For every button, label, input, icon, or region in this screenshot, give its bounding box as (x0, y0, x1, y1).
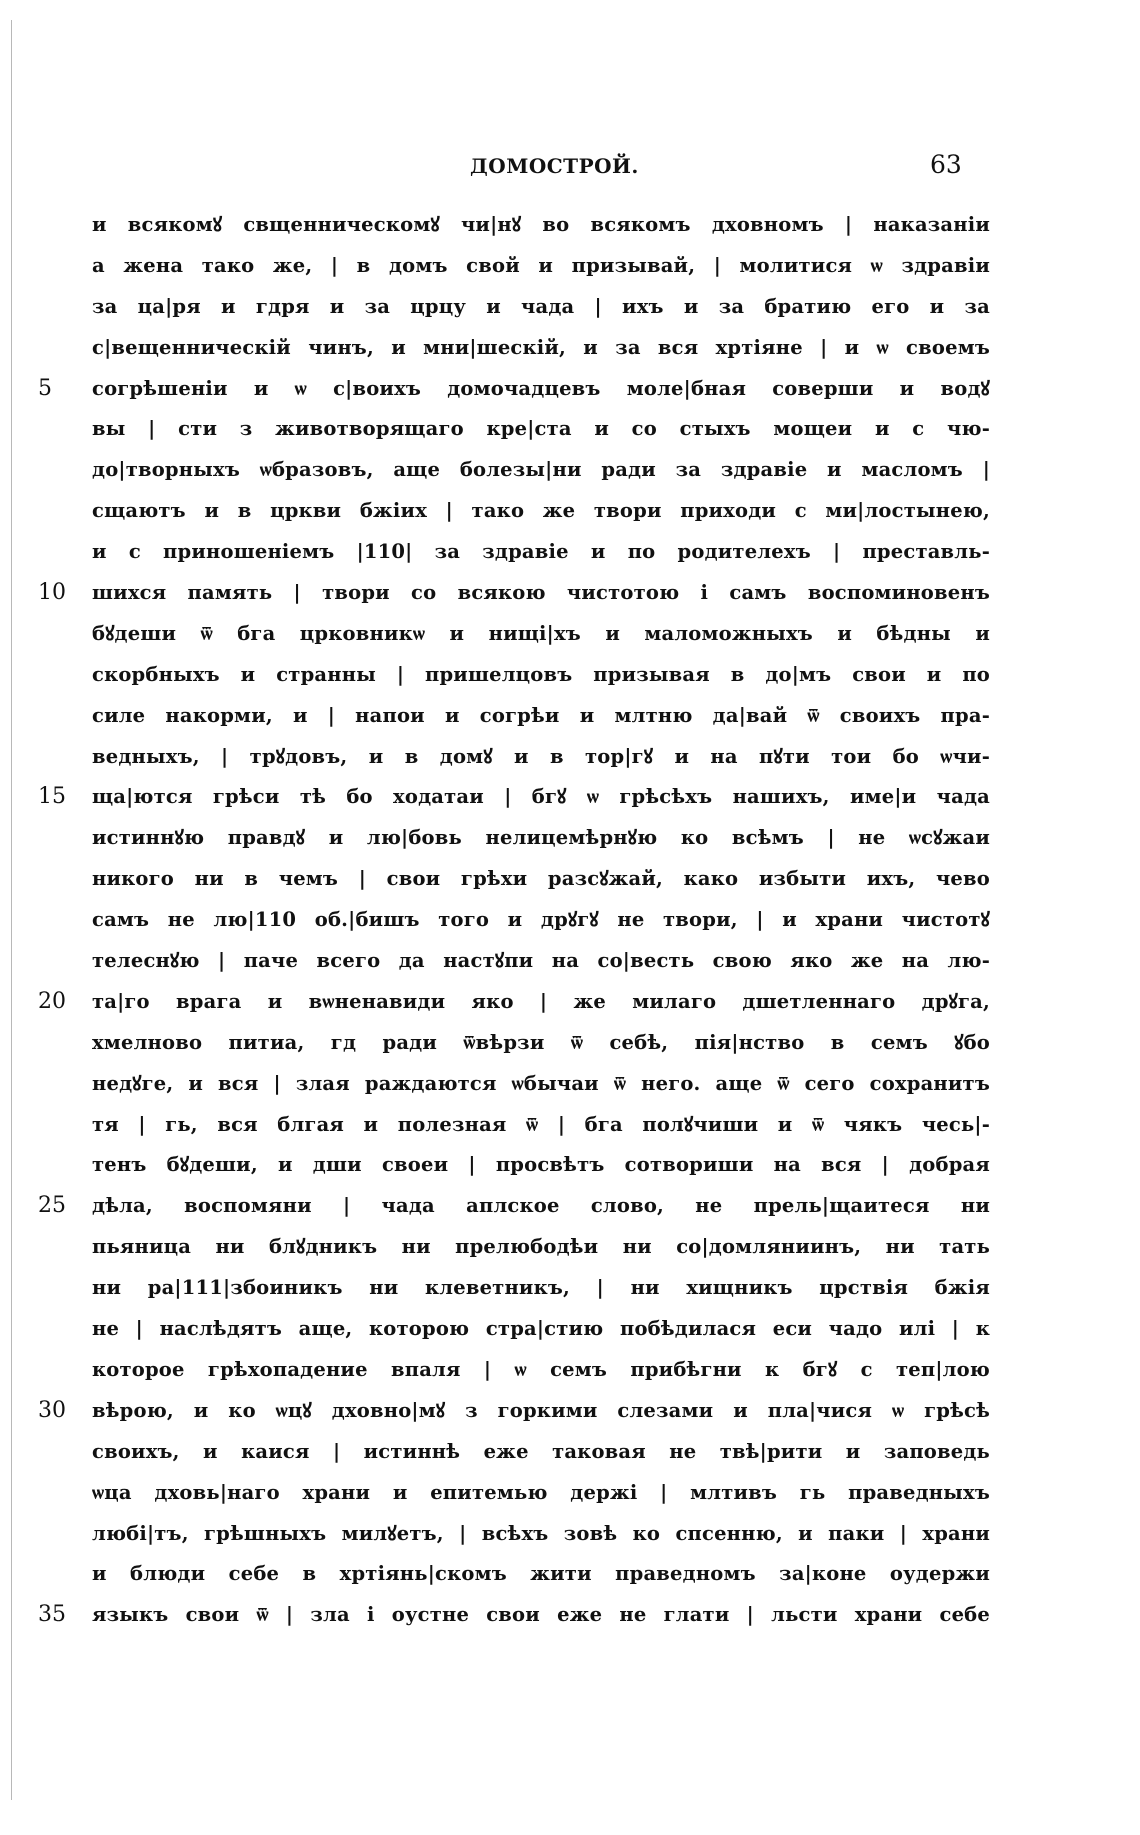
line-text: ни ра|111|збоиникъ ни клеветникъ, | ни хищникъ црствія бжія (92, 1276, 990, 1300)
line-text: за ца|ря и гдря и за црцу и чада | ихъ и за братию его и за (92, 294, 990, 318)
text-line (30, 1227, 990, 1268)
line-text: которое грѣхопадение впаля | ѡ семъ прибѣгни к бгꙋ с теп|лою (92, 1357, 990, 1381)
text-line (30, 1432, 990, 1473)
line-text: согрѣшеніи и ѡ с|воихъ домочадцевъ моле|бная соверши и водꙋ (92, 376, 990, 400)
running-title: ДОМОСТРОЙ. (470, 154, 639, 178)
text-line (30, 1268, 990, 1309)
line-text: любі|тъ, грѣшныхъ милꙋетъ, | всѣхъ зовѣ ко спсенню, и паки | храни (92, 1521, 990, 1545)
line-text: дѣла, воспомяни | чада аплское слово, не прель|щаитеся ни (92, 1194, 990, 1218)
line-text: истиннꙋю правдꙋ и лю|бовь нелицемѣрнꙋю ко всѣмъ | не ѡсꙋжаи (92, 826, 990, 850)
line-text: бꙋдеши ѿ бга црковникѡ и нищі|хъ и маломожныхъ и бѣдны и (92, 621, 990, 645)
text-line (30, 328, 990, 369)
line-text: до|творныхъ ѡбразовъ, аще болезы|ни ради за здравіе и масломъ | (92, 458, 990, 482)
line-text: та|го врага и вѡненавиди яко | же милаго дшетленнаго дрꙋга, (92, 989, 990, 1013)
line-text: а жена тако же, | в домъ свой и призывай, | молитися ѡ здравіи (92, 253, 990, 277)
line-number: 10 (38, 580, 66, 606)
line-text: с|вещенническій чинъ, и мни|шескій, и за вся хртіяне | и ѡ своемъ (92, 335, 990, 359)
text-line (30, 941, 990, 982)
line-text: своихъ, и каися | истиннѣ еже таковая не твѣ|рити и заповедь (92, 1439, 990, 1463)
left-margin-rule (11, 20, 12, 1800)
text-line (30, 1595, 990, 1636)
text-block (30, 205, 990, 1636)
text-line (30, 737, 990, 778)
line-text: пьяница ни блꙋдникъ ни прелюбодѣи ни со|домляниинъ, ни тать (92, 1235, 990, 1259)
text-line (30, 287, 990, 328)
line-number: 20 (38, 988, 66, 1014)
line-text: самъ не лю|110 об.|бишъ того и дрꙋгꙋ не твори, | и храни чистотꙋ (92, 908, 990, 932)
text-line (30, 1473, 990, 1514)
text-line (30, 1186, 990, 1227)
line-text: вѣрою, и ко ѡцꙋ дховно|мꙋ з горкими слезами и пла|чися ѡ грѣсѣ (92, 1398, 990, 1422)
text-line (30, 573, 990, 614)
text-line (30, 1064, 990, 1105)
text-line (30, 246, 990, 287)
line-number: 30 (38, 1397, 66, 1423)
line-text: телеснꙋю | паче всего да настꙋпи на со|весть свою яко же на лю- (92, 949, 990, 973)
line-text: и блюди себе в хртіянь|скомъ жити праведномъ за|коне оудержи (92, 1562, 990, 1586)
text-line (30, 696, 990, 737)
text-line (30, 532, 990, 573)
text-line (30, 1514, 990, 1555)
line-text: никого ни в чемъ | свои грѣхи разсꙋжай, како избыти ихъ, чево (92, 867, 990, 891)
running-head (0, 150, 1140, 184)
text-line (30, 1391, 990, 1432)
line-text: вы | сти з животворящаго кре|ста и со стыхъ мощеи и с чю- (92, 417, 990, 441)
text-line (30, 450, 990, 491)
text-line (30, 1309, 990, 1350)
line-number: 15 (38, 784, 66, 810)
text-line (30, 1350, 990, 1391)
text-line (30, 818, 990, 859)
line-number: 5 (38, 375, 52, 401)
line-text: и с приношеніемъ |110| за здравіе и по родителехъ | преставль- (92, 540, 990, 564)
line-text: недꙋге, и вся | злая раждаются ѡбычаи ѿ него. аще ѿ сего сохранитъ (92, 1071, 990, 1095)
text-line (30, 409, 990, 450)
text-line (30, 900, 990, 941)
text-line (30, 1105, 990, 1146)
line-text: шихся память | твори со всякою чистотою і самъ воспоминовенъ (92, 581, 990, 605)
line-text: ведныхъ, | трꙋдовъ, и в домꙋ и в тор|гꙋ и на пꙋти тои бо ѡчи- (92, 744, 990, 768)
line-text: тенъ бꙋдеши, и дши своеи | просвѣтъ сотвориши на вся | добрая (92, 1153, 990, 1177)
text-line (30, 1554, 990, 1595)
text-line (30, 1145, 990, 1186)
text-line (30, 655, 990, 696)
line-text: языкъ свои ѿ | зла і оустне свои еже не глати | льсти храни себе (92, 1603, 990, 1627)
text-line (30, 614, 990, 655)
line-text: хмелново питиа, гд ради ѿвѣрзи ѿ себѣ, пія|нство в семъ ꙋбо (92, 1030, 990, 1054)
text-line (30, 205, 990, 246)
text-line (30, 859, 990, 900)
line-text: и всякомꙋ свщенническомꙋ чи|нꙋ во всякомъ дховномъ | наказаніи (92, 213, 990, 236)
line-text: тя | гь, вся блгая и полезная ѿ | бга полꙋчиши и ѿ чякъ чесь|- (92, 1112, 990, 1136)
line-text: ща|ются грѣси тѣ бо ходатаи | бгꙋ ѡ грѣсѣхъ нашихъ, име|и чада (92, 785, 990, 809)
line-text: не | наслѣдятъ аще, которою стра|стию побѣдилася еси чадо илі | к (92, 1317, 990, 1341)
text-line (30, 1023, 990, 1064)
text-line (30, 777, 990, 818)
line-text: сщаютъ и в цркви бжіих | тако же твори приходи с ми|лостынею, (92, 499, 990, 523)
text-line (30, 369, 990, 410)
text-line (30, 491, 990, 532)
text-line (30, 982, 990, 1023)
line-number: 25 (38, 1193, 66, 1219)
line-text: ѡца дховь|наго храни и епитемью держі | млтивъ гь праведныхъ (92, 1480, 990, 1504)
line-text: силе накорми, и | напои и согрѣи и млтню да|вай ѿ своихъ пра- (92, 703, 990, 727)
line-text: скорбныхъ и странны | пришелцовъ призывая в до|мъ свои и по (92, 662, 990, 686)
line-number: 35 (38, 1602, 66, 1628)
page-number: 63 (930, 150, 962, 179)
